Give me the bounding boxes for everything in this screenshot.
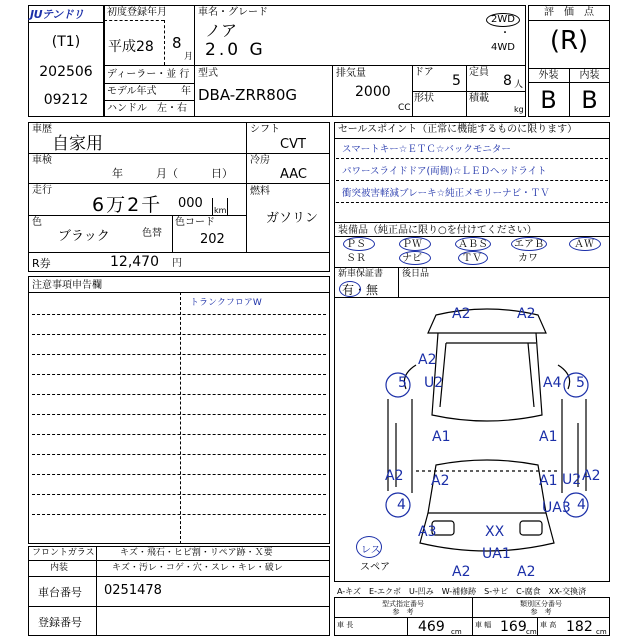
notes-title: 注意事項申告欄 (32, 280, 102, 291)
notes-rule-line (32, 434, 326, 435)
mileage-thousand: 000 (178, 196, 203, 211)
mark-a4-right: A4 (543, 375, 562, 391)
mark-ua3: UA3 (542, 500, 571, 516)
chassis-value: 0251478 (104, 583, 162, 598)
equip-airb: エアＢ (514, 239, 544, 250)
mark-a2-door-left: A2 (431, 473, 450, 489)
eval-label: 評 価 点 (544, 7, 594, 18)
name-label: 車名・グレード (198, 7, 268, 18)
cc-unit: CC (398, 103, 411, 113)
equip-title: 装備品（純正品に限り○を付けてください） (338, 225, 537, 236)
notes-box (28, 276, 330, 544)
mark-a3: A3 (418, 524, 437, 540)
mark-a1-right: A1 (539, 429, 558, 445)
equip-ps-circle (343, 237, 375, 251)
mark-a2-bottom-left: A2 (452, 564, 471, 580)
regno-label: 登録番号 (38, 616, 82, 629)
cap-label: 定員 (469, 67, 489, 78)
notes-rule-line (32, 514, 326, 515)
chassis-label: 車台番号 (38, 586, 82, 599)
car-grade: 2.0 G (205, 40, 266, 60)
mark-u2-right: U2 (562, 472, 582, 488)
kg-unit: kg (514, 105, 524, 114)
car-model: ノア (205, 21, 238, 40)
sales-line-2: パワースライドドア(両側)☆ＬＥＤヘッドライト (342, 166, 547, 177)
warranty-value: 有・無 (342, 283, 379, 297)
equip-pw: ＰＷ (402, 239, 422, 250)
damage-legend: A-キズ E-エクボ U-凹み W-補修跡 S-サビ C-腐食 XX-交換済 (337, 587, 587, 596)
renewal-label: 後日品 (402, 269, 430, 279)
model-year-label: モデル年式 (107, 86, 157, 97)
reg-era: 平成28 (108, 39, 154, 55)
equip-sr: ＳＲ (346, 253, 366, 264)
drive-4wd: 4WD (491, 42, 515, 53)
recycle-value: 12,470 (110, 254, 159, 270)
mark-a2-side-right: A2 (582, 468, 601, 484)
model-no-label: 型式指定番号 (382, 600, 424, 608)
shape-label: 形状 (414, 93, 434, 104)
class-no-sub: 参 考 (530, 608, 552, 616)
km-unit: km (214, 206, 227, 215)
mark-a2-pillar: A2 (418, 352, 437, 368)
mark-u2-left: U2 (424, 375, 444, 391)
drive-2wd: 2WD (486, 13, 520, 27)
int-label: 内装 (579, 70, 600, 81)
color-code-label: 色コード (175, 217, 215, 228)
shift-label: シフト (250, 124, 280, 135)
recycle-label: R券 (32, 257, 51, 270)
mark-4-right: 4 (577, 497, 586, 513)
model-no-sub: 参 考 (392, 608, 414, 616)
mark-5-right: 5 (576, 375, 585, 391)
interior-value: キズ・汚レ・コゲ・穴・スレ・キレ・破レ (112, 563, 283, 573)
ac-value: AAC (280, 167, 307, 182)
model-year-unit: 年 (181, 86, 191, 97)
usage-label: 車歴 (32, 124, 52, 135)
mark-5-left: 5 (398, 375, 407, 391)
notes-rule-line (32, 314, 326, 315)
warranty-label: 新車保証書 (338, 269, 384, 279)
mark-a2-bottom-right: A2 (517, 564, 536, 580)
mark-a2-side-left: A2 (385, 468, 404, 484)
shaken-date: 年 月（ 日） (112, 167, 233, 180)
color-code: 202 (200, 232, 225, 247)
mark-xx: XX (485, 524, 505, 540)
shaken-label: 車検 (32, 155, 52, 166)
equip-navi-circle (399, 251, 431, 265)
mark-ua1: UA1 (482, 546, 511, 562)
int-grade: B (581, 86, 598, 114)
height-unit: cm (596, 628, 607, 636)
glass-value: キズ・飛石・ヒビ割・リペア跡・Ｘ要 (120, 548, 273, 558)
mark-a1-left: A1 (432, 429, 451, 445)
ac-label: 冷房 (250, 155, 270, 166)
equip-abs: ＡＢＳ (458, 239, 488, 250)
notes-line-1: トランクフロアW (190, 298, 262, 308)
sales-line-3: 衝突被害軽減ブレーキ☆純正メモリーナビ・ＴＶ (342, 188, 550, 199)
stock-id-1: (T1) (51, 34, 81, 50)
ext-label: 外装 (538, 70, 559, 81)
disp-value: 2000 (355, 84, 391, 100)
notes-rule-line (32, 494, 326, 495)
width-label: 車 幅 (475, 621, 492, 629)
length-label: 車 長 (337, 621, 354, 629)
mark-a1-door-right: A1 (539, 473, 558, 489)
width-value: 169 (500, 619, 527, 635)
shift-value: CVT (280, 137, 306, 152)
length-unit: cm (451, 628, 462, 636)
notes-rule-line (32, 374, 326, 375)
fuel-label: 燃料 (250, 186, 270, 197)
doors-value: 5 (452, 73, 461, 89)
height-value: 182 (566, 619, 593, 635)
fuel-value: ガソリン (266, 211, 319, 226)
doors-label: ドア (414, 67, 434, 78)
disp-label: 排気量 (336, 68, 366, 79)
reg-month-unit: 月 (184, 52, 194, 62)
width-unit: cm (526, 628, 537, 636)
color-change: 色替 (142, 228, 162, 239)
mileage-value: 6万2千 (92, 194, 163, 216)
equip-tv-circle (458, 251, 488, 265)
reg-month: 8 (172, 34, 182, 52)
equip-ps: ＰＳ (346, 239, 366, 250)
stock-id-2: 202506 (39, 64, 93, 80)
cap-unit: 人 (514, 80, 524, 90)
notes-rule-line (32, 354, 326, 355)
usage-value: 自家用 (52, 134, 103, 154)
sales-title: セールスポイント（正常に機能するものに限ります） (338, 124, 578, 135)
equip-abs-circle (455, 237, 491, 251)
equip-pw-circle (399, 237, 431, 251)
mark-a2-roof-left: A2 (452, 306, 471, 322)
recycle-unit: 円 (172, 258, 182, 269)
notes-rule-line (32, 414, 326, 415)
dealer-parallel: ディーラー・並 行 (107, 69, 190, 80)
sales-line-1: スマートキー☆ＥＴＣ☆バックモニター (342, 144, 511, 155)
drive-dot: ・ (500, 28, 510, 39)
handle-label: ハンドル 左・右 (107, 103, 187, 114)
type-label: 型式 (198, 68, 218, 79)
mark-4-left: 4 (397, 497, 406, 513)
height-label: 車 高 (540, 621, 557, 629)
equip-airb-circle (511, 237, 547, 251)
equip-kawa: カワ (518, 253, 538, 264)
equip-aw-circle (569, 237, 601, 251)
notes-rule-line (32, 454, 326, 455)
equip-tv: ＴＶ (462, 253, 482, 264)
eval-score: (R) (549, 26, 589, 56)
brand-logo: JUテンドリ (30, 8, 84, 21)
cap-value: 8 (503, 73, 512, 89)
equip-aw: ＡＷ (574, 239, 594, 250)
notes-rule-line (32, 394, 326, 395)
notes-rule-line (32, 474, 326, 475)
color-value: ブラック (58, 229, 110, 244)
spare-value: レス (361, 545, 381, 556)
load-label: 積載 (469, 93, 489, 104)
mileage-label: 走行 (32, 185, 52, 196)
notes-rule-line (32, 334, 326, 335)
length-value: 469 (418, 619, 445, 635)
type-value: DBA-ZRR80G (198, 86, 298, 104)
warranty-yes-circle (339, 281, 361, 297)
class-no-label: 類別区分番号 (520, 600, 562, 608)
interior-label: 内装 (50, 563, 69, 573)
glass-label: フロントガラス (32, 548, 95, 558)
ext-grade: B (540, 86, 557, 114)
equip-navi: ナビ (402, 253, 422, 264)
mark-a2-roof-right: A2 (517, 306, 536, 322)
spare-label: スペア (360, 562, 390, 573)
color-label: 色 (32, 217, 42, 228)
stock-id-3: 09212 (43, 92, 89, 108)
reg-label: 初度登録年月 (107, 7, 167, 18)
